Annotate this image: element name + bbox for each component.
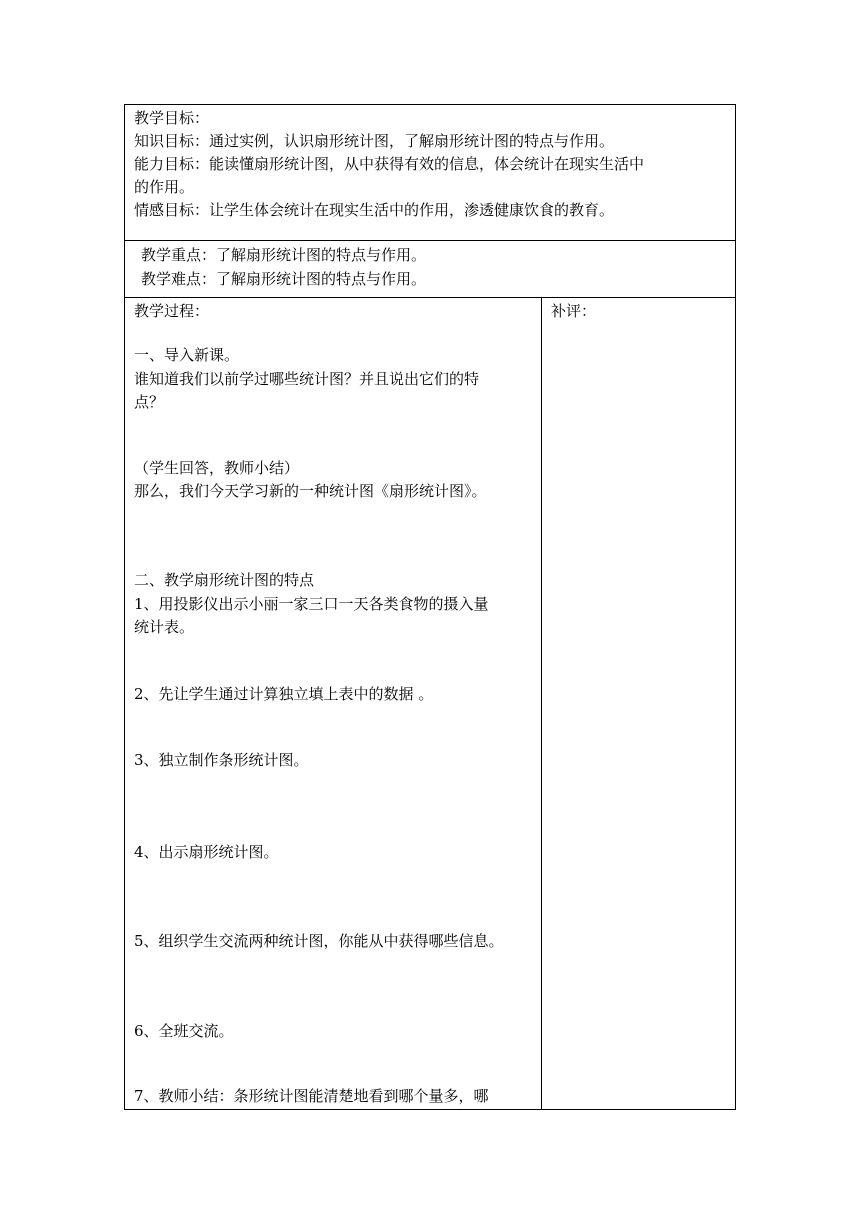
objectives-heading: 教学目标： [134, 109, 210, 127]
section1-title: 一、导入新课。 [134, 346, 240, 364]
step7: 7、教师小结：条形统计图能清楚地看到哪个量多，哪 [134, 1087, 489, 1105]
teaching-focus: 教学重点：了解扇形统计图的特点与作用。 [141, 246, 427, 264]
ability-objective-line2: 的作用。 [134, 178, 195, 196]
step5: 5、组织学生交流两种统计图，你能从中获得哪些信息。 [134, 932, 504, 950]
knowledge-objective: 知识目标：通过实例，认识扇形统计图，了解扇形统计图的特点与作用。 [134, 132, 615, 150]
emotion-objective: 情感目标：让学生体会统计在现实生活中的作用，渗透健康饮食的教育。 [134, 201, 615, 219]
section1-intro: 那么，我们今天学习新的一种统计图《扇形统计图》。 [134, 482, 487, 500]
step2: 2、先让学生通过计算独立填上表中的数据 。 [134, 685, 434, 703]
teaching-objectives-cell [124, 104, 736, 241]
step4: 4、出示扇形统计图。 [134, 843, 279, 861]
process-heading: 教学过程： [134, 302, 210, 320]
comment-heading: 补评： [551, 302, 597, 320]
section1-answer-note: （学生回答，教师小结） [134, 459, 300, 477]
comment-cell [541, 297, 736, 1110]
step3: 3、独立制作条形统计图。 [134, 751, 309, 769]
step1-line2: 统计表。 [134, 618, 195, 636]
ability-objective-line1: 能力目标：能读懂扇形统计图，从中获得有效的信息，体会统计在现实生活中 [134, 155, 645, 173]
section2-title: 二、教学扇形统计图的特点 [134, 571, 315, 589]
section1-question-line2: 点？ [134, 393, 165, 411]
teaching-process-cell [124, 297, 542, 1110]
key-points-cell [124, 240, 736, 298]
step1-line1: 1、用投影仪出示小丽一家三口一天各类食物的摄入量 [134, 595, 489, 613]
teaching-difficulty: 教学难点：了解扇形统计图的特点与作用。 [141, 270, 427, 288]
step6: 6、全班交流。 [134, 1022, 234, 1040]
section1-question-line1: 谁知道我们以前学过哪些统计图？并且说出它们的特 [134, 370, 480, 388]
